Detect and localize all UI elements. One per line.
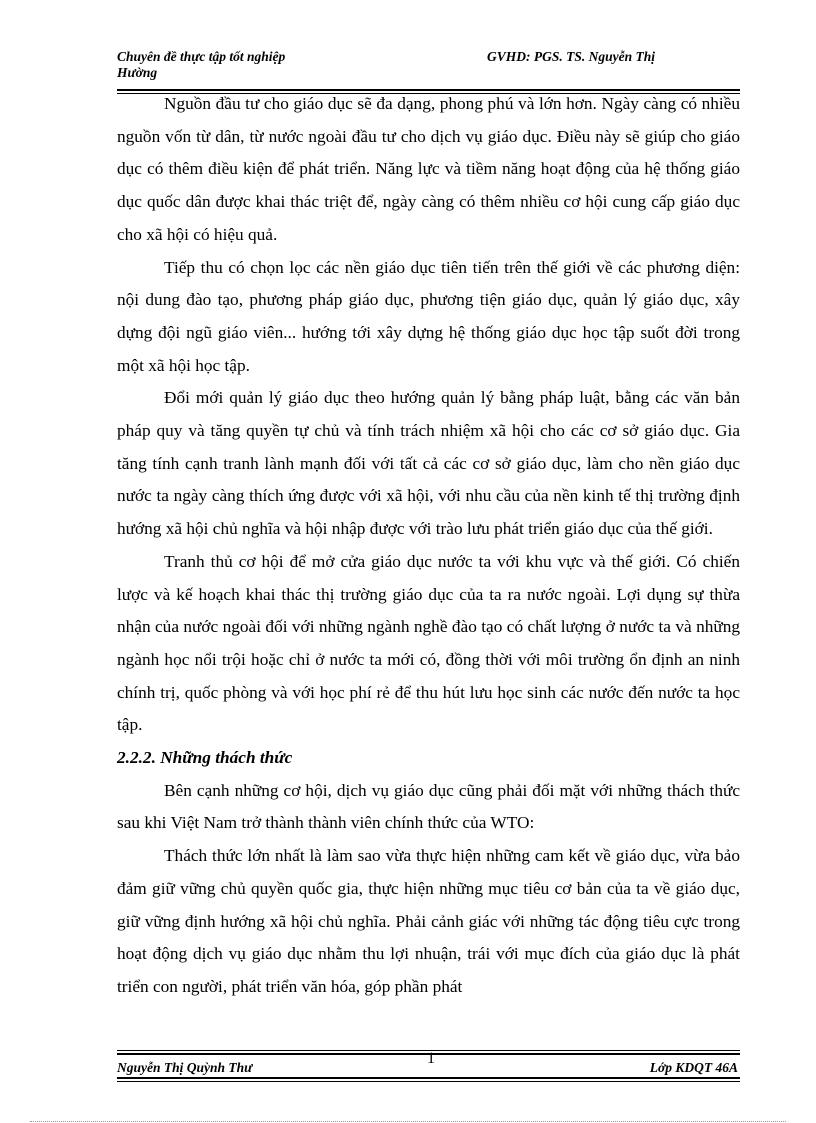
page-number: 1 (427, 1050, 435, 1067)
paragraph-3: Đổi mới quản lý giáo dục theo hướng quản lý bằng pháp luật, bằng các văn bản pháp quy và tăng quyền tự chủ và tính trách nhiệm xã hội cho các cơ sở giáo dục. Gia tăng tính cạnh tranh lành mạnh đối với tất cả các cơ sở giáo dục, làm cho nền giáo dục nước ta ngày càng thích ứng được với xã hội, với nhu cầu của nền kinh tế thị trường định hướng xã hội chủ nghĩa và hội nhập được với trào lưu phát triển giáo dục của thế giới. (117, 388, 740, 539)
footer-bottom-rule-thick (117, 1077, 740, 1079)
footer-author: Nguyễn Thị Quỳnh Thư (117, 1060, 253, 1075)
page-edge-dotted-line (30, 1121, 786, 1122)
header-document-title: Chuyên đề thực tập tốt nghiệp (117, 49, 286, 64)
paragraph-5: Bên cạnh những cơ hội, dịch vụ giáo dục cũng phải đối mặt với những thách thức sau khi Việt Nam trở thành thành viên chính thức của WTO: (117, 780, 740, 833)
footer-class: Lớp KDQT 46A (649, 1060, 738, 1075)
paragraph-6: Thách thức lớn nhất là làm sao vừa thực hiện những cam kết về giáo dục, vừa bảo đảm giữ vững chủ quyền quốc gia, thực hiện những mục tiêu cơ bản của ta về giáo dục, giữ vững định hướng xã hội chủ nghĩa. Phải cảnh giác với những tác động tiêu cực trong hoạt động dịch vụ giáo dục nhằm thu lợi nhuận, trái với mục đích của giáo dục là phát triển con người, phát triển văn hóa, góp phần phát (117, 846, 740, 996)
header-supervisor: GVHD: PGS. TS. Nguyễn Thị (487, 49, 656, 64)
page-header (117, 49, 740, 89)
paragraph-4: Tranh thủ cơ hội để mở cửa giáo dục nước ta với khu vực và thế giới. Có chiến lược và kế hoạch khai thác thị trường giáo dục của ta ra nước ngoài. Lợi dụng sự thừa nhận của nước ngoài đối với những ngành nghề đào tạo có chất lượng ở nước ta và những ngành học nổi trội hoặc chỉ ở nước ta mới có, đồng thời với môi trường ổn định an ninh chính trị, quốc phòng và với học phí rẻ để thu hút lưu học sinh các nước đến nước ta học tập. (117, 551, 740, 735)
header-supervisor-name-continued: Hường (117, 65, 158, 80)
header-left (117, 49, 337, 81)
section-heading: 2.2.2. Những thách thức (117, 748, 293, 768)
paragraph-1: Nguồn đầu tư cho giáo dục sẽ đa dạng, phong phú và lớn hơn. Ngày càng có nhiều nguồn vốn từ dân, từ nước ngoài đầu tư cho dịch vụ giáo dục. Điều này sẽ giúp cho giáo dục có thêm điều kiện để phát triển. Năng lực và tiềm năng hoạt động của hệ thống giáo dục quốc dân được khai thác triệt để, ngày càng có thêm nhiều cơ hội cung cấp giáo dục cho xã hội có hiệu quả. (117, 94, 740, 244)
page-footer (117, 1050, 740, 1075)
main-content (117, 88, 740, 1004)
paragraph-2: Tiếp thu có chọn lọc các nền giáo dục tiên tiến trên thế giới về các phương diện: nội dung đào tạo, phương pháp giáo dục, phương tiện giáo dục, quản lý giáo dục, xây dựng đội ngũ giáo viên... hướng tới xây dựng hệ thống giáo dục học tập suốt đời trong một xã hội học tập. (117, 257, 740, 375)
footer-bottom-rule-thin (117, 1081, 740, 1082)
